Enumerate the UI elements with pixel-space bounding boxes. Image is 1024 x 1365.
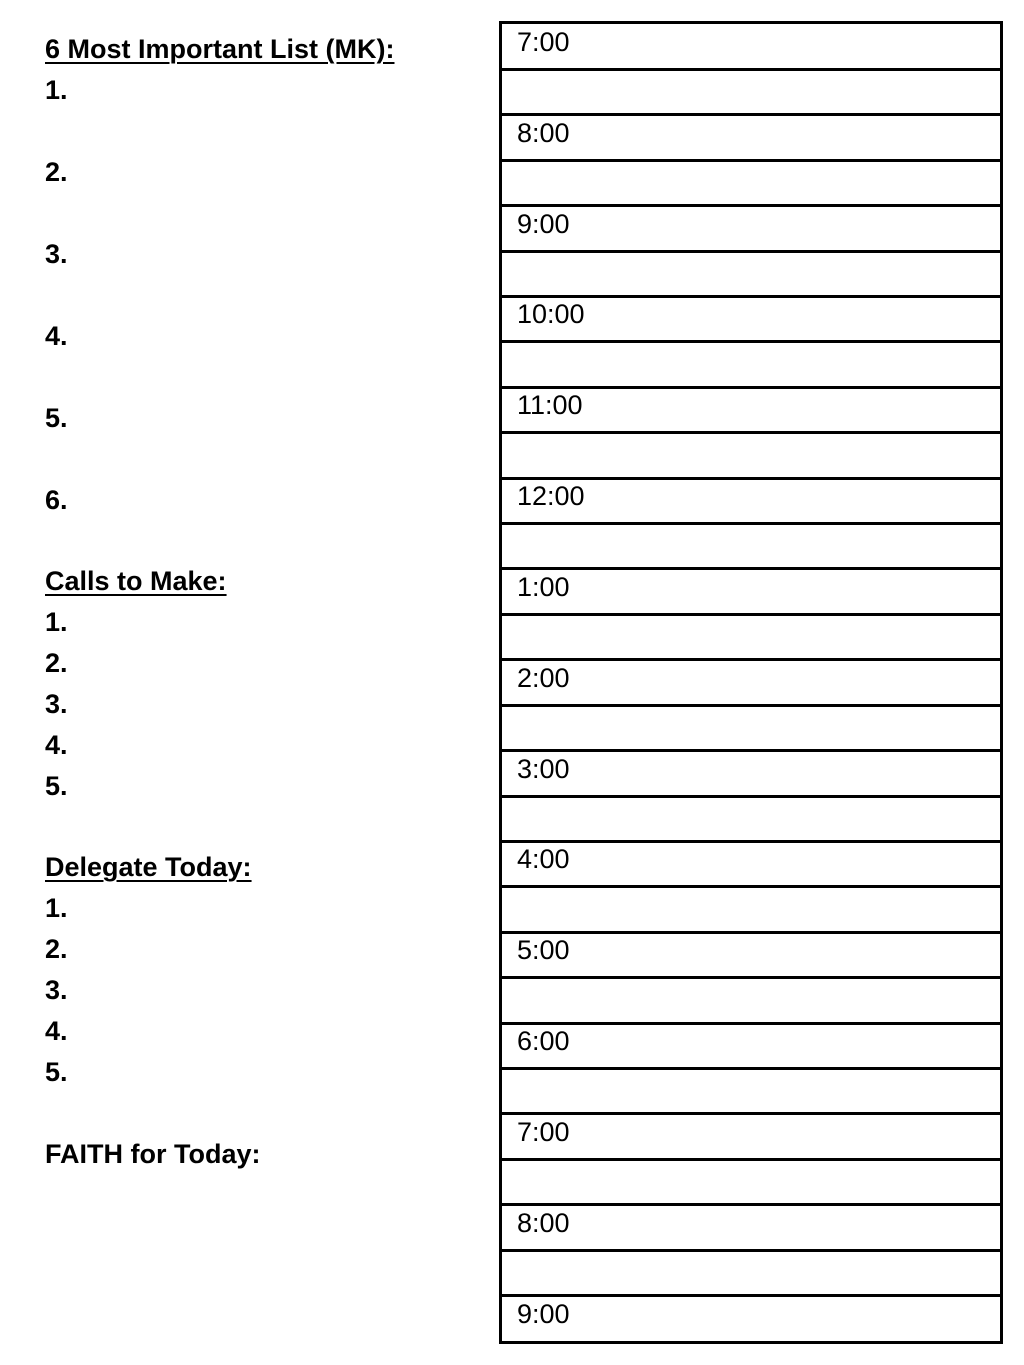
calls-item-3[interactable]: 3. bbox=[45, 689, 68, 719]
schedule-slot-half[interactable] bbox=[502, 433, 1000, 478]
schedule-slot-hour[interactable] bbox=[502, 1296, 1000, 1341]
calls-heading: Calls to Make: bbox=[45, 566, 227, 596]
schedule-slot-half[interactable] bbox=[502, 160, 1000, 205]
schedule-hour-label: 8:00 bbox=[517, 117, 570, 148]
schedule-slot-hour[interactable] bbox=[502, 206, 1000, 251]
schedule-hour-label: 7:00 bbox=[517, 27, 570, 57]
delegate-item-2[interactable]: 2. bbox=[45, 934, 68, 964]
schedule-hour-label: 10:00 bbox=[517, 299, 585, 330]
important-item-2[interactable]: 2. bbox=[45, 157, 68, 187]
important-item-5[interactable]: 5. bbox=[45, 403, 68, 433]
important-item-6[interactable]: 6. bbox=[45, 485, 68, 515]
schedule-slot-hour[interactable] bbox=[502, 1114, 1000, 1159]
schedule-slot-hour[interactable] bbox=[502, 660, 1000, 705]
schedule-slot-half[interactable] bbox=[502, 524, 1000, 569]
delegate-item-3[interactable]: 3. bbox=[45, 975, 68, 1005]
schedule-slot-hour[interactable] bbox=[502, 1205, 1000, 1250]
schedule-hour-label: 1:00 bbox=[517, 571, 570, 602]
schedule-hour-label: 3:00 bbox=[517, 753, 570, 784]
schedule-slot-hour[interactable] bbox=[502, 387, 1000, 432]
delegate-item-5[interactable]: 5. bbox=[45, 1057, 68, 1087]
schedule-slot-hour[interactable] bbox=[502, 1023, 1000, 1068]
schedule-hour-label: 2:00 bbox=[517, 662, 570, 693]
schedule-slot-hour[interactable] bbox=[502, 932, 1000, 977]
hourly-schedule bbox=[499, 21, 1003, 1344]
schedule-slot-half[interactable] bbox=[502, 342, 1000, 387]
schedule-slot-half[interactable] bbox=[502, 1069, 1000, 1114]
schedule-slot-half[interactable] bbox=[502, 69, 1000, 114]
schedule-slot-half[interactable] bbox=[502, 887, 1000, 932]
schedule-slot-hour[interactable] bbox=[502, 751, 1000, 796]
schedule-slot-hour[interactable] bbox=[502, 115, 1000, 160]
schedule-slot-half[interactable] bbox=[502, 1250, 1000, 1295]
important-item-3[interactable]: 3. bbox=[45, 239, 68, 269]
delegate-heading: Delegate Today: bbox=[45, 852, 252, 882]
important-list-heading: 6 Most Important List (MK): bbox=[45, 34, 395, 64]
schedule-hour-label: 9:00 bbox=[517, 1298, 570, 1329]
task-lists bbox=[45, 0, 485, 1365]
schedule-slot-hour[interactable] bbox=[502, 296, 1000, 341]
important-item-1[interactable]: 1. bbox=[45, 75, 68, 105]
schedule-hour-label: 8:00 bbox=[517, 1207, 570, 1238]
delegate-item-4[interactable]: 4. bbox=[45, 1016, 68, 1046]
schedule-hour-label: 11:00 bbox=[517, 390, 583, 421]
schedule-slot-half[interactable] bbox=[502, 614, 1000, 659]
schedule-hour-label: 12:00 bbox=[517, 481, 585, 512]
schedule-slot-half[interactable] bbox=[502, 705, 1000, 750]
calls-item-1[interactable]: 1. bbox=[45, 607, 68, 637]
calls-item-5[interactable]: 5. bbox=[45, 771, 68, 801]
schedule-hour-label: 5:00 bbox=[517, 935, 570, 966]
schedule-slot-half[interactable] bbox=[502, 1159, 1000, 1204]
delegate-item-1[interactable]: 1. bbox=[45, 893, 68, 923]
calls-item-4[interactable]: 4. bbox=[45, 730, 68, 760]
schedule-slot-hour[interactable] bbox=[502, 24, 1000, 69]
schedule-hour-label: 9:00 bbox=[517, 208, 570, 239]
schedule-slot-half[interactable] bbox=[502, 978, 1000, 1023]
schedule-hour-label: 4:00 bbox=[517, 844, 570, 875]
schedule-slot-hour[interactable] bbox=[502, 478, 1000, 523]
schedule-hour-label: 6:00 bbox=[517, 1026, 570, 1057]
schedule-slot-half[interactable] bbox=[502, 251, 1000, 296]
important-item-4[interactable]: 4. bbox=[45, 321, 68, 351]
calls-item-2[interactable]: 2. bbox=[45, 648, 68, 678]
faith-heading: FAITH for Today: bbox=[45, 1139, 261, 1169]
schedule-hour-label: 7:00 bbox=[517, 1116, 570, 1147]
schedule-slot-hour[interactable] bbox=[502, 841, 1000, 886]
schedule-slot-half[interactable] bbox=[502, 796, 1000, 841]
schedule-slot-hour[interactable] bbox=[502, 569, 1000, 614]
